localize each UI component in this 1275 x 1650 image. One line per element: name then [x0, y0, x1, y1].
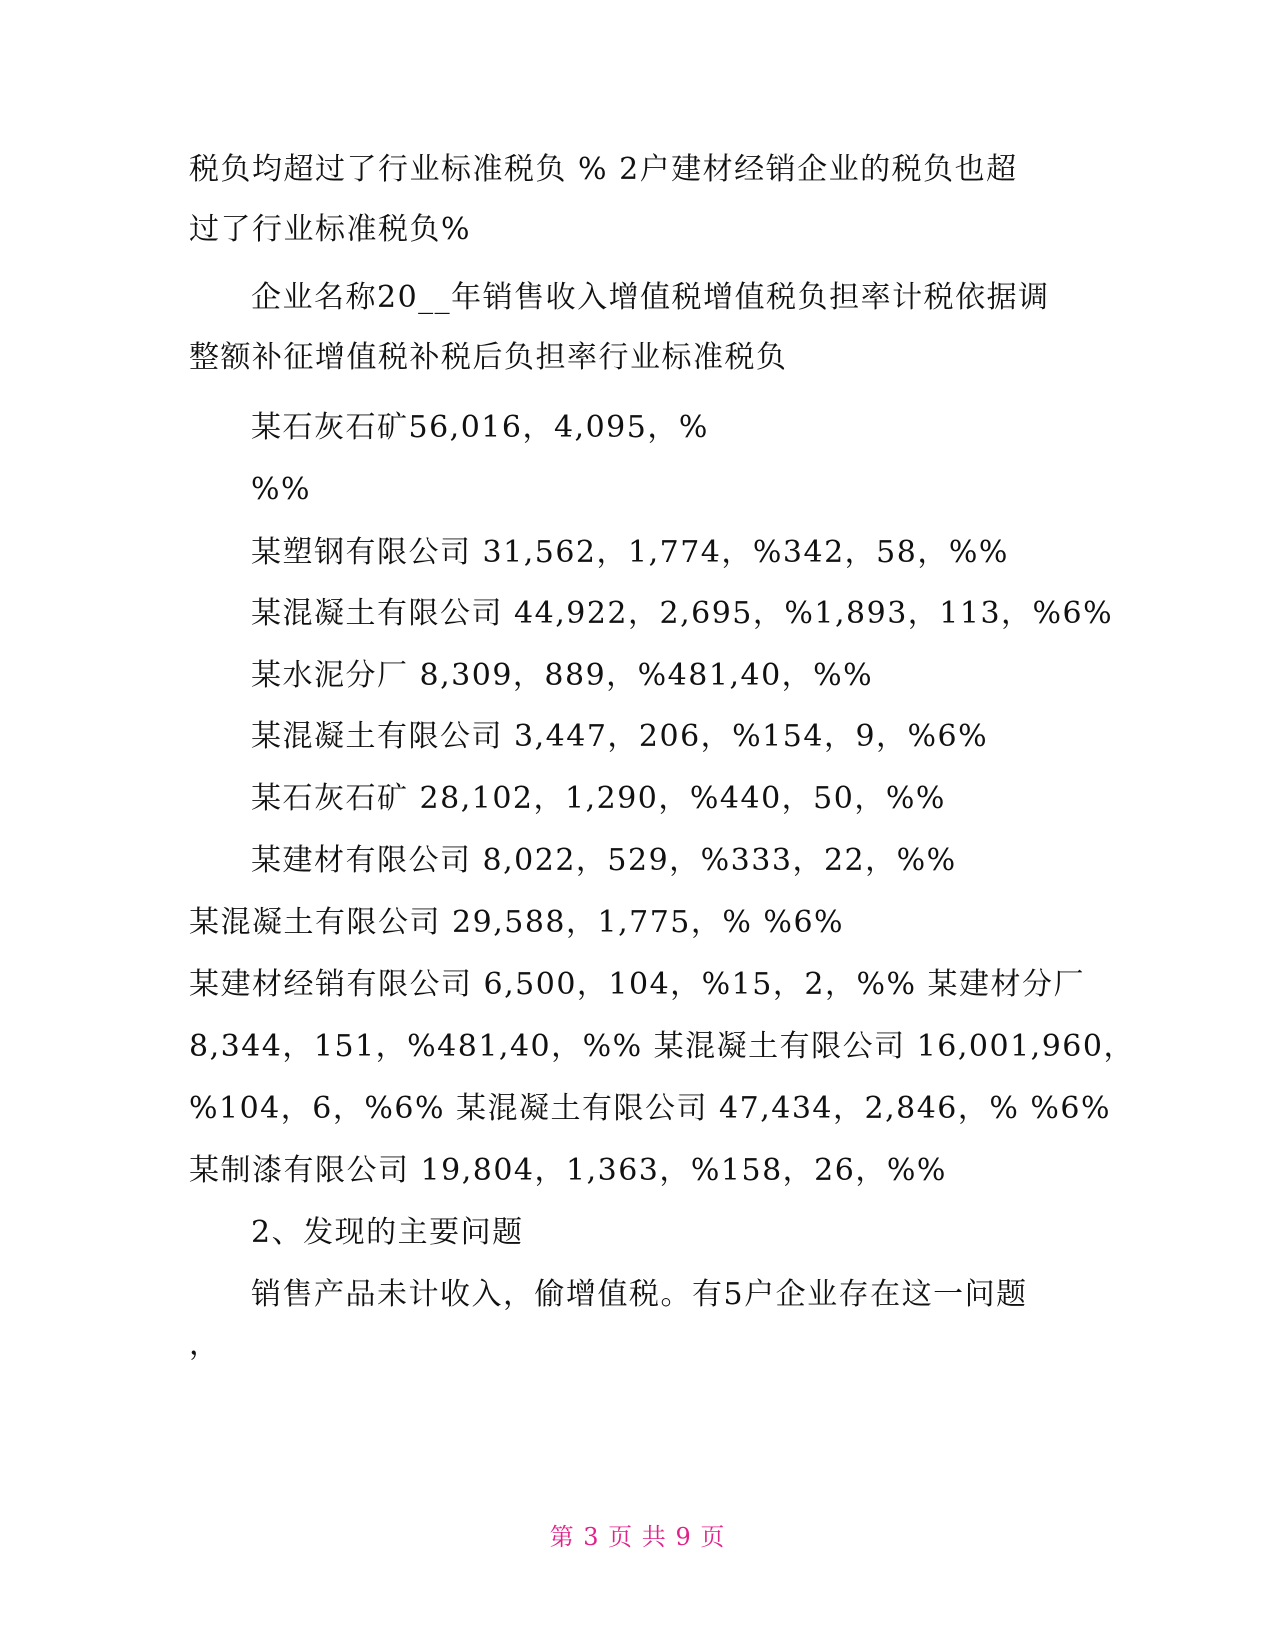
text-line-2: 过了行业标准税负% — [189, 212, 472, 247]
table-row-1: 某石灰石矿56,016，4,095，% — [251, 410, 709, 445]
table-row-2: 某塑钢有限公司 31,562，1,774，%342，58，%% — [251, 535, 1009, 570]
table-row-10: 8,344，151，%481,40，%% 某混凝土有限公司 16,001,960， — [189, 1029, 1135, 1064]
table-row-12: 某制漆有限公司 19,804，1,363，%158，26，%% — [189, 1153, 947, 1188]
table-header-line-2: 整额补征增值税补税后负担率行业标准税负 — [189, 340, 788, 375]
table-row-3: 某混凝土有限公司 44,922，2,695，%1,893，113，%6% — [251, 596, 1114, 631]
table-row-1-cont: %% — [251, 472, 312, 507]
table-row-8: 某混凝土有限公司 29,588，1,775，% %6% — [189, 905, 845, 940]
table-header-line-1: 企业名称20__年销售收入增值税增值税负担率计税依据调 — [251, 280, 1050, 315]
paragraph-line-1: 销售产品未计收入，偷增值税。有5户企业存在这一问题 — [251, 1277, 1028, 1312]
table-row-9: 某建材经销有限公司 6,500，104，%15，2，%% 某建材分厂 — [189, 967, 1085, 1002]
section-heading: 2、发现的主要问题 — [251, 1215, 524, 1250]
table-row-5: 某混凝土有限公司 3,447，206，%154，9，%6% — [251, 719, 989, 754]
page-number-footer: 第 3 页 共 9 页 — [549, 1523, 726, 1551]
table-row-11: %104，6，%6% 某混凝土有限公司 47,434，2,846，% %6% — [189, 1091, 1112, 1126]
table-row-7: 某建材有限公司 8,022，529，%333，22，%% — [251, 843, 957, 878]
table-row-6: 某石灰石矿 28,102，1,290，%440，50，%% — [251, 781, 946, 816]
text-line-1: 税负均超过了行业标准税负 % 2户建材经销企业的税负也超 — [189, 152, 1018, 187]
table-row-4: 某水泥分厂 8,309，889，%481,40，%% — [251, 658, 874, 693]
paragraph-line-2: ， — [189, 1327, 221, 1362]
